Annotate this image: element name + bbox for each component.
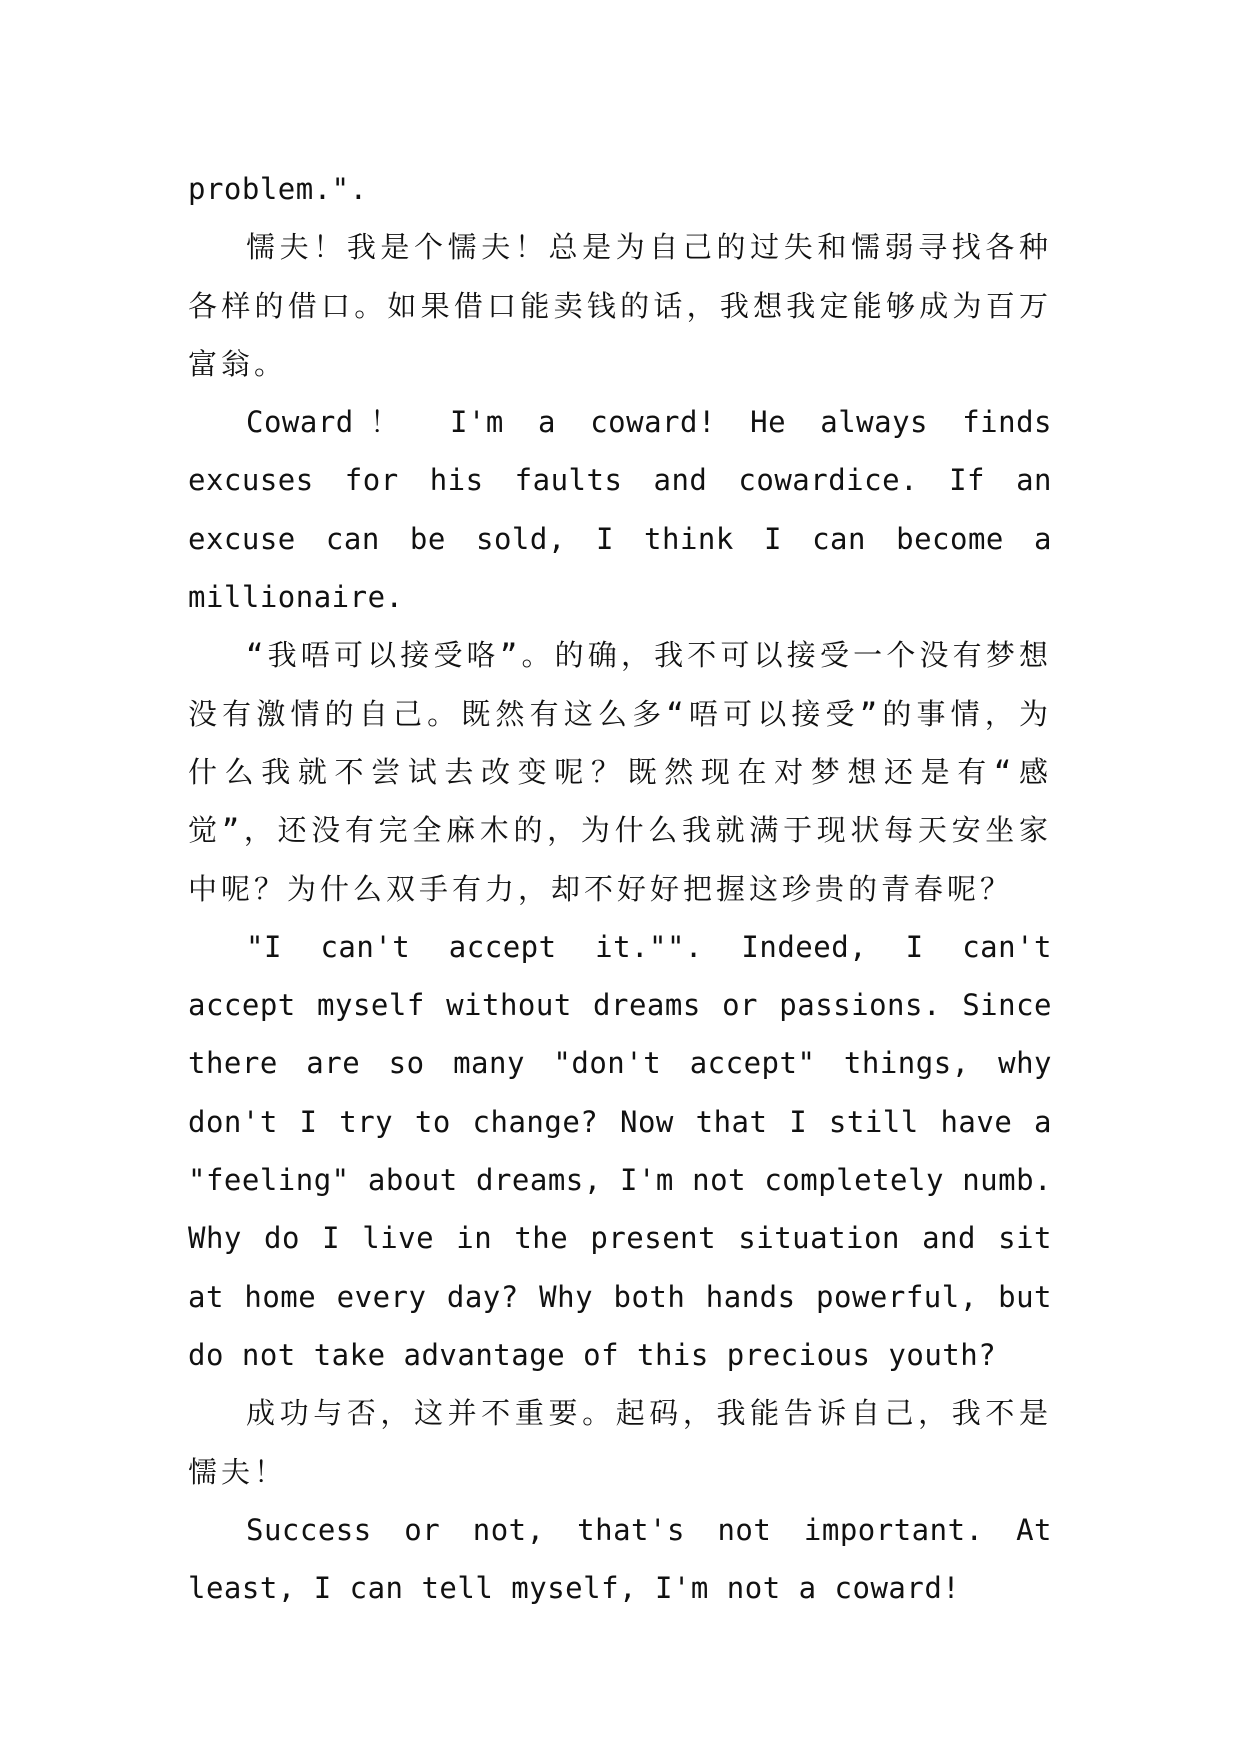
paragraph-chinese-coward: 懦夫！我是个懦夫！总是为自己的过失和懦弱寻找各种各样的借口。如果借口能卖钱的话，我想我定能够成为百万富翁。 (188, 230, 1052, 381)
paragraph-english-accept: "I can't accept it."". Indeed, I can't accept myself without dreams or passions. Since there are so many "don't accept" things, why don't I try to change? Now that I still have a "feeling" about dreams, I'm not completely numb. Why do I live in the present situation and sit at home every day? Why both hands powerful, but do not take advantage of this precious youth? (188, 929, 1052, 1372)
paragraph-english-continuation: problem.". (188, 172, 368, 206)
paragraph-english-coward: Coward！ I'm a coward! He always finds excuses for his faults and cowardice. If an excuse can be sold, I think I can become a millionaire. (188, 405, 1052, 615)
paragraph-english-success: Success or not, that's not important. At least, I can tell myself, I'm not a coward! (188, 1512, 1052, 1606)
paragraph-chinese-accept: “我唔可以接受咯”。的确，我不可以接受一个没有梦想没有激情的自己。既然有这么多“唔可以接受”的事情，为什么我就不尝试去改变呢？既然现在对梦想还是有“感觉”，还没有完全麻木的，为什么我就满于现状每天安坐家中呢？为什么双手有力，却不好好把握这珍贵的青春呢？ (188, 638, 1052, 906)
document-body (188, 160, 1052, 1617)
paragraph-chinese-success: 成功与否，这并不重要。起码，我能告诉自己，我不是懦夫！ (188, 1396, 1052, 1489)
